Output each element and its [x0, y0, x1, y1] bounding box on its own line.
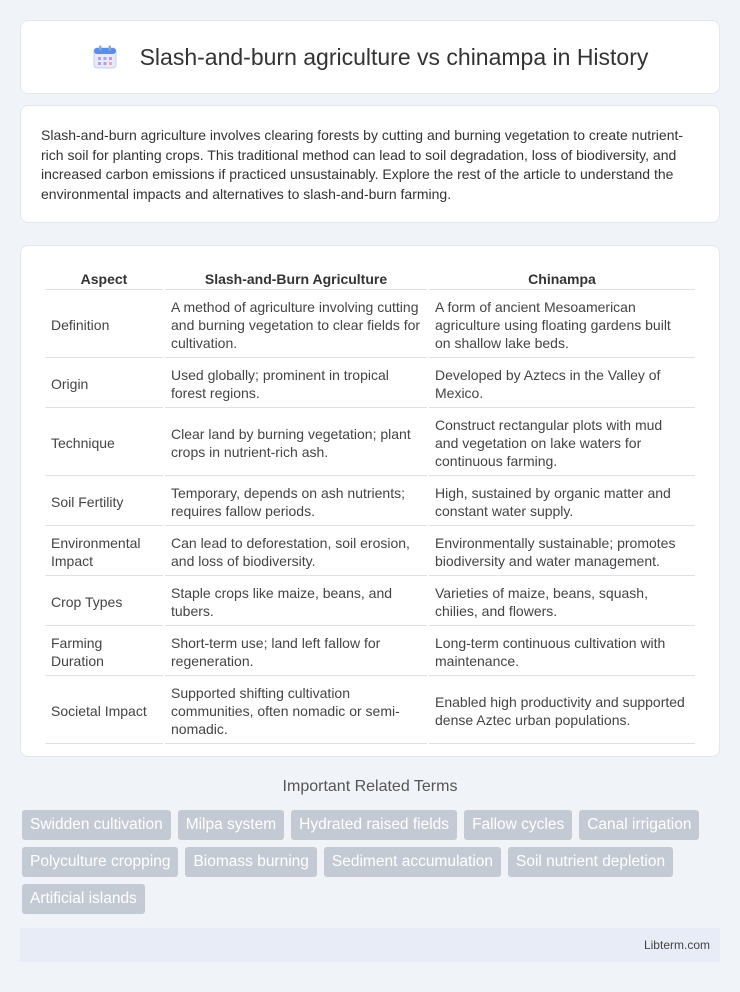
cell-aspect: Technique: [45, 410, 163, 476]
table-header-row: [45, 268, 695, 290]
footer: [20, 928, 720, 962]
table-row: [45, 478, 695, 526]
cell-slash-and-burn: Clear land by burning vegetation; plant crops in nutrient-rich ash.: [165, 410, 427, 476]
table-row: [45, 410, 695, 476]
cell-chinampa: Construct rectangular plots with mud and vegetation on lake waters for continuous farming.: [429, 410, 695, 476]
header-slash-and-burn: Slash-and-Burn Agriculture: [165, 268, 427, 290]
related-terms-title: Important Related Terms: [282, 778, 458, 795]
cell-chinampa: Enabled high productivity and supported dense Aztec urban populations.: [429, 678, 695, 744]
related-term-tag[interactable]: Biomass burning: [185, 847, 316, 877]
related-term-tag[interactable]: Soil nutrient depletion: [508, 847, 673, 877]
related-term-tag[interactable]: Polyculture cropping: [22, 847, 178, 877]
cell-chinampa: Developed by Aztecs in the Valley of Mexico.: [429, 360, 695, 408]
related-term-tag[interactable]: Sediment accumulation: [324, 847, 501, 877]
cell-slash-and-burn: A method of agriculture involving cutting and burning vegetation to clear fields for cultivation.: [165, 292, 427, 358]
cell-chinampa: Varieties of maize, beans, squash, chilies, and flowers.: [429, 578, 695, 626]
table-row: [45, 578, 695, 626]
page-title: Slash-and-burn agriculture vs chinampa in History: [139, 43, 649, 70]
cell-chinampa: High, sustained by organic matter and constant water supply.: [429, 478, 695, 526]
calendar-icon: [92, 44, 118, 70]
cell-slash-and-burn: Staple crops like maize, beans, and tubers.: [165, 578, 427, 626]
related-term-tag[interactable]: Swidden cultivation: [22, 810, 171, 840]
cell-slash-and-burn: Supported shifting cultivation communities, often nomadic or semi-nomadic.: [165, 678, 427, 744]
header-aspect: Aspect: [45, 268, 163, 290]
cell-slash-and-burn: Short-term use; land left fallow for regeneration.: [165, 628, 427, 676]
table-row: [45, 292, 695, 358]
related-term-tag[interactable]: Artificial islands: [22, 884, 145, 914]
cell-chinampa: A form of ancient Mesoamerican agriculture using floating gardens built on shallow lake beds.: [429, 292, 695, 358]
cell-slash-and-burn: Can lead to deforestation, soil erosion, and loss of biodiversity.: [165, 528, 427, 576]
footer-site-link[interactable]: Libterm.com: [643, 938, 710, 952]
header-card: [20, 20, 720, 94]
related-term-tag[interactable]: Fallow cycles: [464, 810, 572, 840]
intro-text: Slash-and-burn agriculture involves clearing forests by cutting and burning vegetation to create nutrient-rich soil for planting crops. This traditional method can lead to soil degradation, loss of biodiversity, and increased carbon emissions if practiced unsustainably. Explore the rest of the article to understand the environmental impacts and alternatives to slash-and-burn farming.: [41, 127, 684, 202]
cell-aspect: Environmental Impact: [45, 528, 163, 576]
table-row: [45, 528, 695, 576]
related-term-tag[interactable]: Milpa system: [178, 810, 284, 840]
cell-aspect: Crop Types: [45, 578, 163, 626]
table-row: [45, 360, 695, 408]
cell-aspect: Soil Fertility: [45, 478, 163, 526]
cell-slash-and-burn: Used globally; prominent in tropical forest regions.: [165, 360, 427, 408]
related-term-tag[interactable]: Hydrated raised fields: [291, 810, 457, 840]
cell-slash-and-burn: Temporary, depends on ash nutrients; requires fallow periods.: [165, 478, 427, 526]
table-row: [45, 678, 695, 744]
cell-chinampa: Long-term continuous cultivation with maintenance.: [429, 628, 695, 676]
cell-aspect: Definition: [45, 292, 163, 358]
header-chinampa: Chinampa: [429, 268, 695, 290]
intro-card: [20, 105, 720, 223]
cell-aspect: Societal Impact: [45, 678, 163, 744]
cell-chinampa: Environmentally sustainable; promotes biodiversity and water management.: [429, 528, 695, 576]
comparison-table-card: [20, 245, 720, 757]
related-terms-list: [22, 810, 702, 914]
cell-aspect: Origin: [45, 360, 163, 408]
cell-aspect: Farming Duration: [45, 628, 163, 676]
related-term-tag[interactable]: Canal irrigation: [579, 810, 699, 840]
comparison-table: [43, 266, 697, 746]
table-row: [45, 628, 695, 676]
